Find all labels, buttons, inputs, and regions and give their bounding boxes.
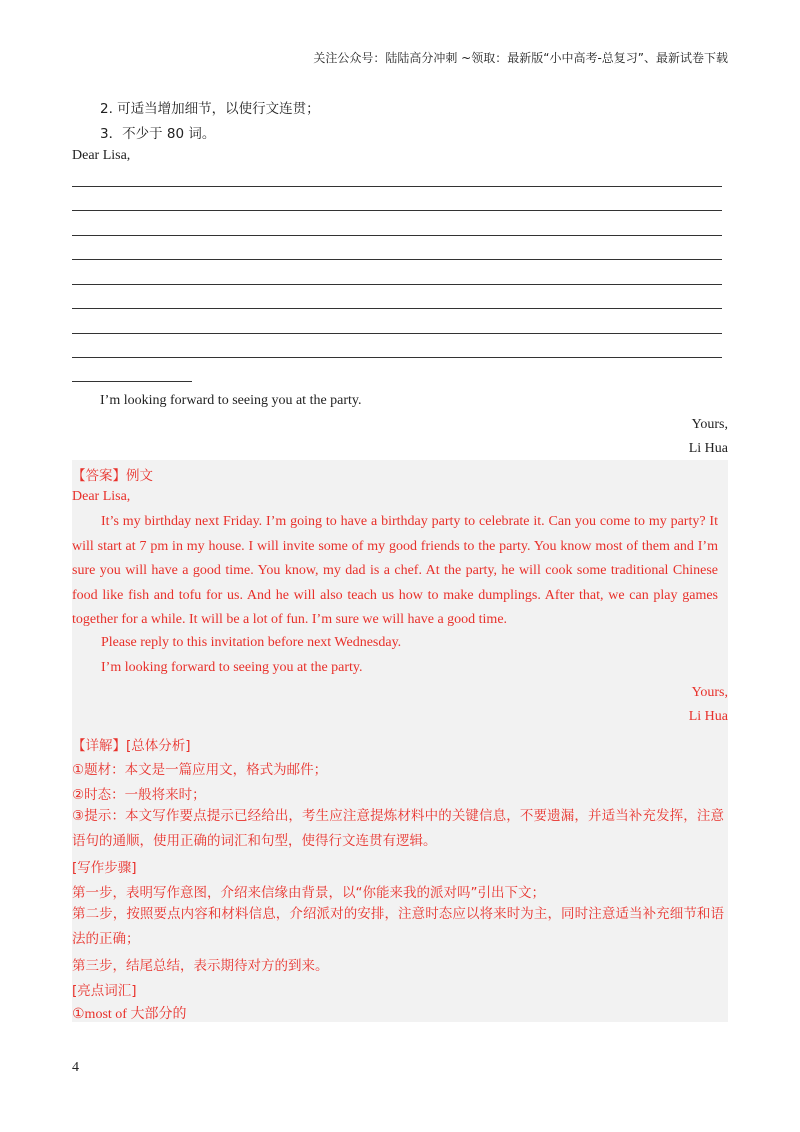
answer-closing-line: I’m looking forward to seeing you at the party. [101,660,363,675]
answer-reply-line: Please reply to this invitation before next Wednesday. [101,635,402,650]
explanation-point-2: ②时态：一般将来时； [72,787,206,803]
answer-sign-off: Yours, [691,685,728,700]
writing-line [72,308,722,309]
explanation-label: 【详解】[总体分析] [72,738,191,754]
page-number: 4 [72,1060,79,1075]
writing-line [72,210,722,211]
requirement-2: 2. 可适当增加细节，以使行文连贯； [100,101,320,117]
letter-salutation: Dear Lisa, [72,148,131,163]
answer-salutation: Dear Lisa, [72,489,131,504]
letter-sign-off: Yours, [691,417,728,432]
writing-line [72,259,722,260]
writing-line-short [72,381,192,382]
vocab-item-1: ①most of 大部分的 [72,1007,187,1022]
step-3: 第三步，结尾总结，表示期待对方的到来。 [72,958,329,974]
writing-line [72,333,722,334]
vocab-label: [亮点词汇] [72,983,137,999]
page-header: 关注公众号：陆陆高分冲刺 ~领取：最新版“小中高考-总复习”、最新试卷下载 [313,51,728,65]
explanation-point-3: ③提示：本文写作要点提示已经给出，考生应注意提炼材料中的关键信息，不要遗漏，并适当补充发挥，注意语句的通顺，使用正确的词汇和句型，使得行文连贯有逻辑。 [72,808,724,849]
answer-signature: Li Hua [688,709,728,724]
writing-line [72,235,722,236]
answer-body: It’s my birthday next Friday. I’m going to have a birthday party to celebrate it. Can you come to my party? It will start at 7 pm in my house. I will invite some of my good friends to the party. You know most of them and I’m sure you will have a good time. You know, my dad is a chef. At the party, he will cook some traditional Chinese food like fish and tofu for us. And he will also teach us how to make dumplings. After that, we can play games together for a while. It will be a lot of fun. I’m sure we will have a good time. [72,514,718,628]
step-1: 第一步，表明写作意图，介绍来信缘由背景，以“你能来我的派对吗”引出下文； [72,885,545,901]
writing-line [72,186,722,187]
letter-closing-line: I’m looking forward to seeing you at the party. [100,393,362,408]
writing-line [72,284,722,285]
answer-label: 【答案】例文 [72,468,153,484]
explanation-point-1: ①题材：本文是一篇应用文，格式为邮件； [72,762,328,778]
requirement-3: 3．不少于 80 词。 [100,126,216,142]
writing-line [72,357,722,358]
answer-section [72,460,728,1022]
step-2: 第二步，按照要点内容和材料信息，介绍派对的安排，注意时态应以将来时为主，同时注意适当补充细节和语法的正确； [72,906,724,947]
letter-signature: Li Hua [688,441,728,456]
steps-label: [写作步骤] [72,860,137,876]
